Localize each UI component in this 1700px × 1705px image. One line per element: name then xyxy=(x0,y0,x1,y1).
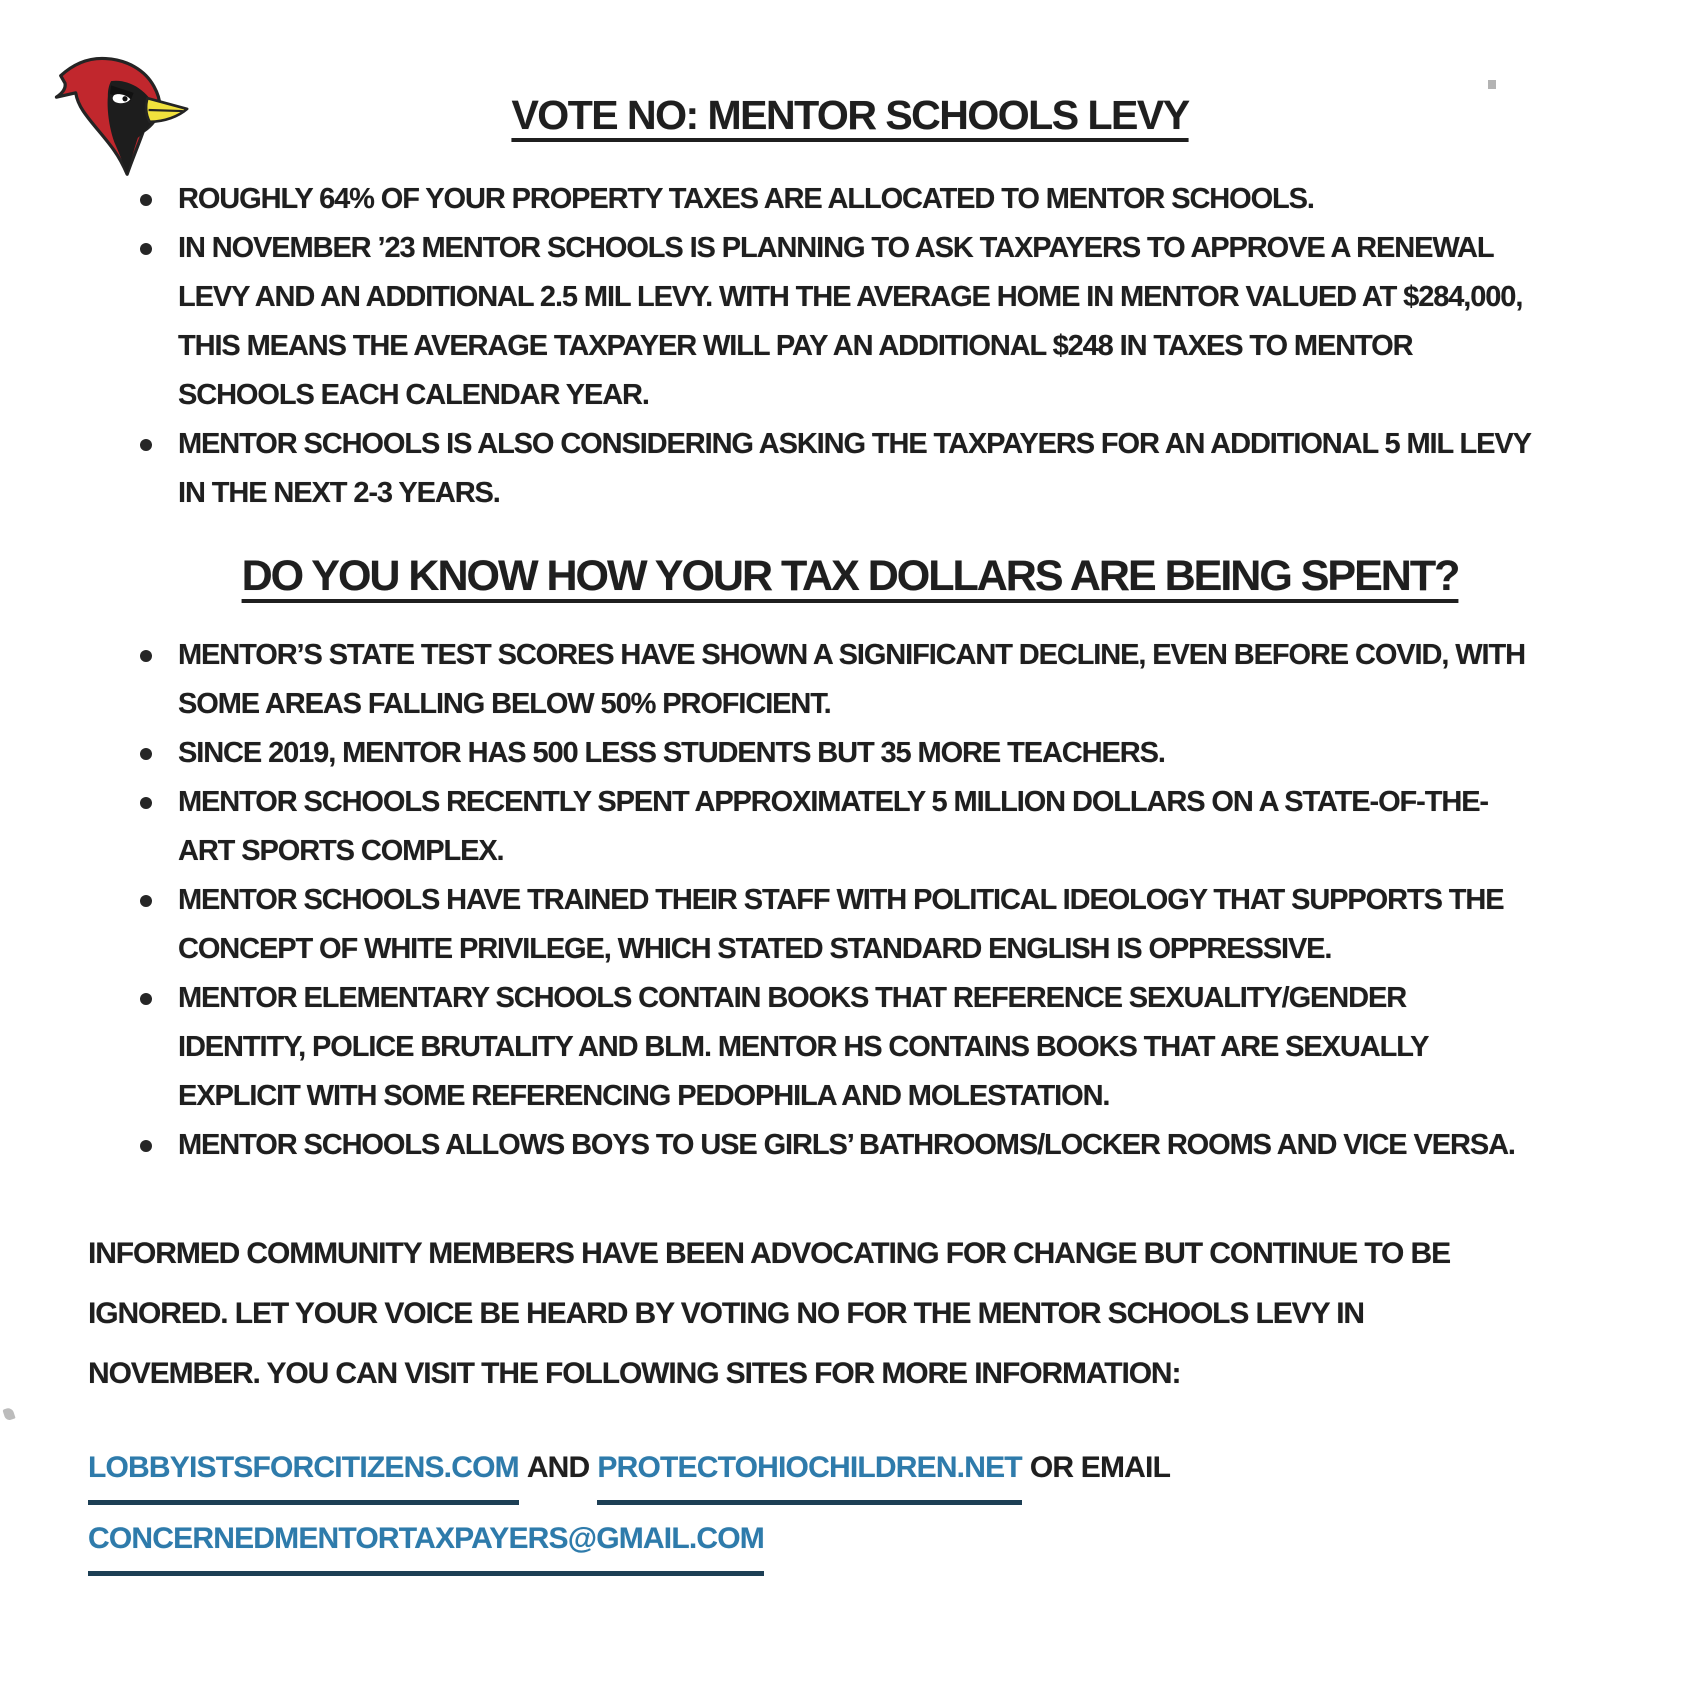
bullet-text: MENTOR ELEMENTARY SCHOOLS CONTAIN BOOKS THAT REFERENCE SEXUALITY/GENDER IDENTITY, POLICE BRUTALITY AND BLM. MENTOR HS CONTAINS BOOKS THAT ARE SEXUALLY EXPLICIT WITH SOME REFERENCING PEDOPHILA AND MOLESTATION. xyxy=(178,982,1428,1112)
bullet-dot-icon xyxy=(140,993,152,1005)
bullet-dot-icon xyxy=(140,243,152,255)
bullet-text: ROUGHLY 64% OF YOUR PROPERTY TAXES ARE ALLOCATED TO MENTOR SCHOOLS. xyxy=(178,183,1314,215)
bullet-text: IN NOVEMBER ’23 MENTOR SCHOOLS IS PLANNING TO ASK TAXPAYERS TO APPROVE A RENEWAL LEVY AND AN ADDITIONAL 2.5 MIL LEVY. WITH THE AVERAGE HOME IN MENTOR VALUED AT $284,000, THIS MEANS THE AVERAGE TAXPAYER WILL PAY AN ADDITIONAL $248 IN TAXES TO MENTOR SCHOOLS EACH CALENDAR YEAR. xyxy=(178,232,1523,411)
link-conjunction: OR EMAIL xyxy=(1029,1451,1171,1484)
list-item xyxy=(140,876,1535,974)
bullet-text: MENTOR’S STATE TEST SCORES HAVE SHOWN A SIGNIFICANT DECLINE, EVEN BEFORE COVID, WITH SOME AREAS FALLING BELOW 50% PROFICIENT. xyxy=(178,639,1525,720)
link-conjunction: AND xyxy=(526,1451,590,1484)
bullet-dot-icon xyxy=(140,1140,152,1152)
bullet-dot-icon xyxy=(140,895,152,907)
bullet-dot-icon xyxy=(140,439,152,451)
email-row xyxy=(88,1509,1580,1576)
levy-facts-list xyxy=(140,175,1535,518)
bullet-text: SINCE 2019, MENTOR HAS 500 LESS STUDENTS BUT 35 MORE TEACHERS. xyxy=(178,737,1165,769)
bullet-text: MENTOR SCHOOLS HAVE TRAINED THEIR STAFF WITH POLITICAL IDEOLOGY THAT SUPPORTS THE CONCEPT OF WHITE PRIVILEGE, WHICH STATED STANDARD ENGLISH IS OPPRESSIVE. xyxy=(178,884,1504,965)
list-item xyxy=(140,974,1535,1121)
scan-artifact xyxy=(2,1407,15,1422)
list-item xyxy=(140,175,1535,224)
list-item xyxy=(140,420,1535,518)
footer-links xyxy=(88,1438,1580,1576)
closing-paragraph: INFORMED COMMUNITY MEMBERS HAVE BEEN ADVOCATING FOR CHANGE BUT CONTINUE TO BE IGNORED. LET YOUR VOICE BE HEARD BY VOTING NO FOR THE MENTOR SCHOOLS LEVY IN NOVEMBER. YOU CAN VISIT THE FOLLOWING SITES FOR MORE INFORMATION: xyxy=(88,1237,1450,1390)
link-lobbyistsforcitizens[interactable]: LOBBYISTSFORCITIZENS.COM xyxy=(88,1438,519,1505)
bullet-text: MENTOR SCHOOLS RECENTLY SPENT APPROXIMATELY 5 MILLION DOLLARS ON A STATE-OF-THE-ART SPORTS COMPLEX. xyxy=(178,786,1488,867)
links-row xyxy=(88,1438,1580,1505)
scan-artifact xyxy=(1488,80,1496,89)
section-heading-text: DO YOU KNOW HOW YOUR TAX DOLLARS ARE BEING SPENT? xyxy=(241,552,1459,600)
section-heading xyxy=(0,552,1700,601)
bullet-text: MENTOR SCHOOLS IS ALSO CONSIDERING ASKING THE TAXPAYERS FOR AN ADDITIONAL 5 MIL LEVY IN THE NEXT 2-3 YEARS. xyxy=(178,428,1531,509)
list-item xyxy=(140,631,1535,729)
link-protectohiochildren[interactable]: PROTECTOHIOCHILDREN.NET xyxy=(597,1438,1021,1505)
bullet-dot-icon xyxy=(140,748,152,760)
page-title xyxy=(0,0,1700,139)
spending-facts-list xyxy=(140,631,1535,1170)
list-item xyxy=(140,778,1535,876)
bullet-text: MENTOR SCHOOLS ALLOWS BOYS TO USE GIRLS’ BATHROOMS/LOCKER ROOMS AND VICE VERSA. xyxy=(178,1129,1515,1161)
list-item xyxy=(140,224,1535,420)
page-title-text: VOTE NO: MENTOR SCHOOLS LEVY xyxy=(511,92,1189,138)
bullet-dot-icon xyxy=(140,650,152,662)
list-item xyxy=(140,729,1535,778)
cardinal-logo-icon xyxy=(50,50,200,200)
list-item xyxy=(140,1121,1535,1170)
bullet-dot-icon xyxy=(140,797,152,809)
link-email[interactable]: CONCERNEDMENTORTAXPAYERS@GMAIL.COM xyxy=(88,1509,764,1576)
